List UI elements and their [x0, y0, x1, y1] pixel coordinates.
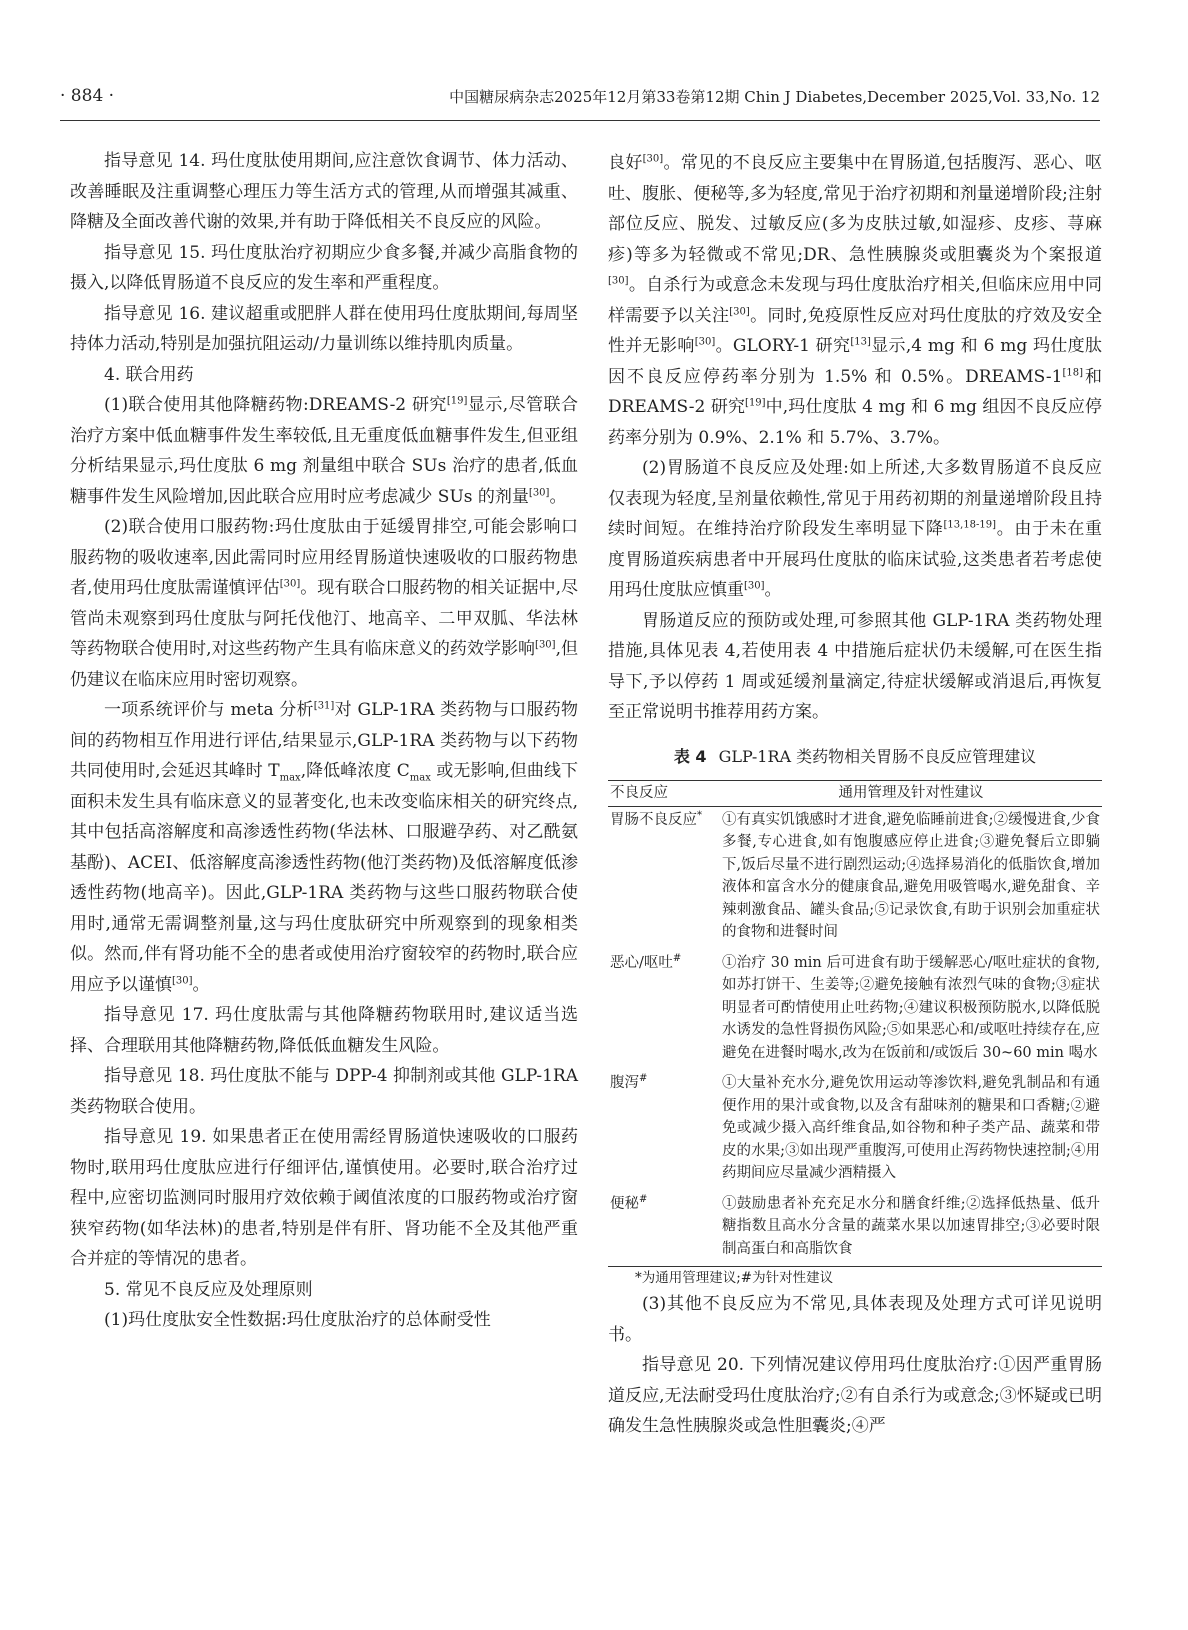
table-header-reaction: 不良反应: [608, 781, 720, 807]
table-cell-advice: ①大量补充水分,避免饮用运动等渗饮料,避免乳制品和有通便作用的果汁或食物,以及含有甜味剂的糖果和口香糖;②避免或减少摄入高纤维食品,如谷物和种子类产品、蔬菜和带皮的水果;③如出现严重腹泻,可使用止泻药物快速控制;④用药期间应尽量减少酒精摄入: [722, 1075, 1100, 1181]
running-head: 中国糖尿病杂志2025年12月第33卷第12期 Chin J Diabetes,December 2025,Vol. 33,No. 12: [449, 88, 1100, 106]
guidance-16: 指导意见 16. 建议超重或肥胖人群在使用玛仕度肽期间,每周坚持体力活动,特别是加强抗阻运动/力量训练以维持肌肉质量。: [70, 303, 578, 354]
header-rule: [60, 120, 1100, 121]
table-title: GLP-1RA 类药物相关胃肠不良反应管理建议: [718, 746, 1037, 766]
table-cell-advice: ①治疗 30 min 后可进食有助于缓解恶心/呕吐症状的食物,如苏打饼干、生姜等;②避免接触有浓烈气味的食物;③症状明显者可酌情使用止吐药物;④建议积极预防脱水,以降低脱水诱发的急性肾损伤风险;⑤如果恶心和/或呕吐持续存在,应避免在进餐时喝水,改为在饭前和/或饭后 30~60 min 喝水: [722, 954, 1100, 1061]
section-heading-combination: 4. 联合用药: [104, 364, 194, 385]
table-cell-reaction: 胃肠不良反应*: [610, 809, 702, 828]
page-header: [60, 86, 1100, 116]
paragraph-oral-drugs: (2)联合使用口服药物:玛仕度肽由于延缓胃排空,可能会影响口服药物的吸收速率,因此需同时应用经胃肠道快速吸收的口服药物患者,使用玛仕度肽需谨慎评估[30]。现有联合口服药物的相关证据中,尽管尚未观察到玛仕度肽与阿托伐他汀、地高辛、二甲双胍、华法林等药物联合使用时,对这些药物产生具有临床意义的药效学影响[30],但仍建议在临床应用时密切观察。: [70, 517, 579, 690]
paragraph-other-hypoglycemics: (1)联合使用其他降糖药物:DREAMS-2 研究[19]显示,尽管联合治疗方案中低血糖事件发生率较低,且无重度低血糖事件发生,但亚组分析结果显示,玛仕度肽 6 mg 剂量组中联合 SUs 治疗的患者,低血糖事件发生风险增加,因此联合应用时应考虑减少 SUs 的剂量[30]。: [70, 395, 578, 507]
paragraph-safety-data: (1)玛仕度肽安全性数据:玛仕度肽治疗的总体耐受性: [104, 1310, 491, 1330]
table-cell-advice: ①有真实饥饿感时才进食,避免临睡前进食;②缓慢进食,少食多餐,专心进食,如有饱腹感应停止进食;③避免餐后立即躺下,饭后尽量不进行剧烈运动;④选择易消化的低脂饮食,增加液体和富含水分的健康食品,避免用吸管喝水,避免甜食、辛辣刺激食品、罐头食品;⑤记录饮食,有助于识别会加重症状的食物和进餐时间: [722, 811, 1100, 940]
table-cell-advice: ①鼓励患者补充充足水分和膳食纤维;②选择低热量、低升糖指数且高水分含量的蔬菜水果以加速胃排空;③必要时限制高蛋白和高脂饮食: [722, 1195, 1100, 1257]
table-label: 表 4: [673, 746, 707, 766]
table-row: [608, 1070, 1102, 1191]
guidance-18: 指导意见 18. 玛仕度肽不能与 DPP-4 抑制剂或其他 GLP-1RA 类药物联合使用。: [70, 1066, 578, 1117]
paragraph-safety-continued: 良好[30]。常见的不良反应主要集中在胃肠道,包括腹泻、恶心、呕吐、腹胀、便秘等,多为轻度,常见于治疗初期和剂量递增阶段;注射部位反应、脱发、过敏反应(多为皮肤过敏,如湿疹、皮疹、荨麻疹)等多为轻微或不常见;DR、急性胰腺炎或胆囊炎为个案报道[30]。自杀行为或意念未发现与玛仕度肽治疗相关,但临床应用中同样需要予以关注[30]。同时,免疫原性反应对玛仕度肽的疗效及安全性并无影响[30]。GLORY-1 研究[13]显示,4 mg 和 6 mg 玛仕度肽因不良反应停药率分别为 1.5% 和 0.5%。DREAMS-1[18]和 DREAMS-2 研究[19]中,玛仕度肽 4 mg 和 6 mg 组因不良反应停药率分别为 0.9%、2.1% 和 5.7%、3.7%。: [608, 153, 1103, 448]
paragraph-gi-reactions: (2)胃肠道不良反应及处理:如上所述,大多数胃肠道不良反应仅表现为轻度,呈剂量依赖性,常见于用药初期的剂量递增阶段且持续时间短。在维持治疗阶段发生率明显下降[13,18-19]。由于未在重度胃肠道疾病患者中开展玛仕度肽的临床试验,这类患者若考虑使用玛仕度肽应慎重[30]。: [608, 458, 1103, 600]
table-cell-reaction: 便秘#: [610, 1193, 648, 1212]
table-row: [608, 1191, 1102, 1267]
table-row: [608, 806, 1102, 950]
table-cell-reaction: 恶心/呕吐#: [610, 952, 682, 971]
table-caption: [608, 742, 1102, 773]
table-cell-reaction: 腹泻#: [610, 1073, 648, 1091]
guidance-17: 指导意见 17. 玛仕度肽需与其他降糖药物联用时,建议适当选择、合理联用其他降糖药物,降低低血糖发生风险。: [70, 1005, 578, 1056]
paragraph-gi-prevention: 胃肠道反应的预防或处理,可参照其他 GLP-1RA 类药物处理措施,具体见表 4,若使用表 4 中措施后症状仍未缓解,可在医生指导下,予以停药 1 周或延缓剂量滴定,待症状缓解或消退后,再恢复至正常说明书推荐用药方案。: [608, 610, 1102, 722]
guidance-19: 指导意见 19. 如果患者正在使用需经胃肠道快速吸收的口服药物时,联用玛仕度肽应进行仔细评估,谨慎使用。必要时,联合治疗过程中,应密切监测同时服用疗效依赖于阈值浓度的口服药物或治疗窗狭窄药物(如华法林)的患者,特别是伴有肝、肾功能不全及其他严重合并症的等情况的患者。: [70, 1127, 578, 1269]
table-header-row: [608, 781, 1102, 807]
table-gi-management: [608, 780, 1102, 1267]
guidance-14: 指导意见 14. 玛仕度肽使用期间,应注意饮食调节、体力活动、改善睡眠及注重调整心理压力等生活方式的管理,从而增强其减重、降糖及全面改善代谢的效果,并有助于降低相关不良反应的风险。: [70, 151, 578, 232]
section-heading-adverse-reactions: 5. 常见不良反应及处理原则: [104, 1279, 313, 1300]
right-column: [608, 148, 1102, 1442]
paragraph-other-reactions: (3)其他不良反应为不常见,具体表现及处理方式可详见说明书。: [608, 1294, 1102, 1345]
table-footnote: *为通用管理建议;#为针对性建议: [635, 1270, 834, 1286]
guidance-15: 指导意见 15. 玛仕度肽治疗初期应少食多餐,并减少高脂食物的摄入,以降低胃肠道不良反应的发生率和严重程度。: [70, 242, 578, 293]
table-row: [608, 950, 1102, 1071]
left-column: [70, 146, 578, 1336]
table-header-advice: 通用管理及针对性建议: [720, 781, 1102, 807]
paragraph-meta-analysis: 一项系统评价与 meta 分析[31]对 GLP-1RA 类药物与口服药物间的药物相互作用进行评估,结果显示,GLP-1RA 类药物与以下药物共同使用时,会延迟其峰时 $T_{max}$,降低峰浓度 $C_{max}$ 或无影响,但曲线下面积未发生具有临床意义的显著变化,也未改变临床相关的研究终点,其中包括高溶解度和高渗透性药物(华法林、口服避孕药、对乙酰氨基酚)、ACEI、低溶解度高渗透性药物(他汀类药物)及低溶解度低渗透性药物(地高辛)。因此,GLP-1RA 类药物与这些口服药物联合使用时,通常无需调整剂量,这与玛仕度肽研究中所观察到的现象相类似。然而,伴有肾功能不全的患者或使用治疗窗较窄的药物时,联合应用应予以谨慎[30]。: [70, 700, 578, 995]
page-number: · 884 ·: [60, 86, 115, 106]
guidance-20: 指导意见 20. 下列情况建议停用玛仕度肽治疗:①因严重胃肠道反应,无法耐受玛仕度肽治疗;②有自杀行为或意念;③怀疑或已明确发生急性胰腺炎或急性胆囊炎;④严: [608, 1355, 1102, 1436]
